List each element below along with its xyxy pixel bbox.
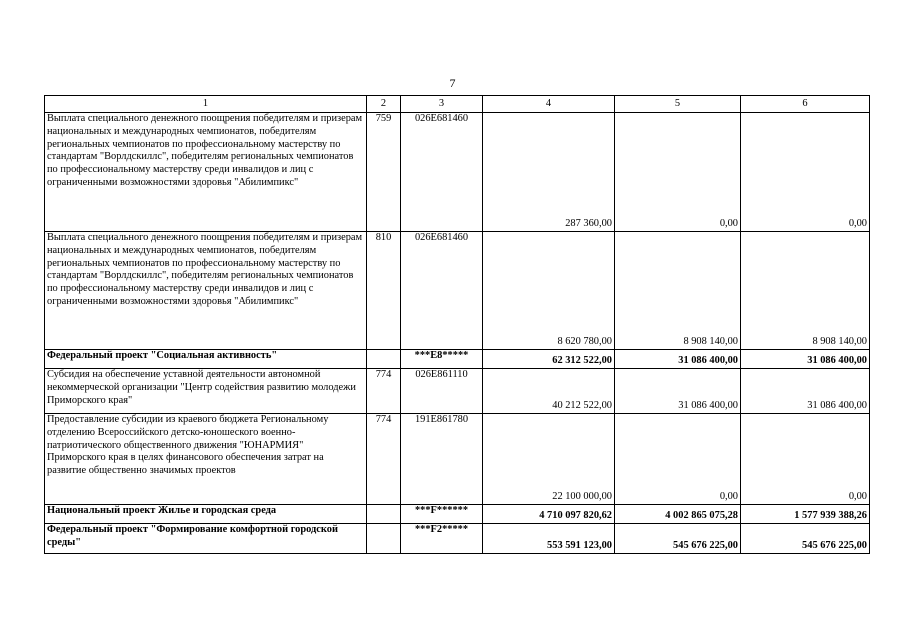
row-description: Федеральный проект "Формирование комфортной городской среды"	[45, 524, 367, 554]
row-description: Национальный проект Жилье и городская среда	[45, 505, 367, 524]
row-amount-col4: 8 620 780,00	[483, 232, 615, 350]
row-classifier: 191E861780	[401, 414, 483, 505]
table-row	[45, 414, 870, 505]
row-amount-col6: 31 086 400,00	[741, 350, 870, 369]
row-classifier: 026E681460	[401, 113, 483, 232]
row-amount-col4: 287 360,00	[483, 113, 615, 232]
column-header: 2	[367, 96, 401, 113]
row-amount-col6: 545 676 225,00	[741, 524, 870, 554]
page-number: 7	[449, 76, 456, 90]
row-classifier: 026E861110	[401, 369, 483, 414]
table-row	[45, 113, 870, 232]
row-code: 774	[367, 369, 401, 414]
row-amount-col4: 553 591 123,00	[483, 524, 615, 554]
table-row	[45, 369, 870, 414]
row-description: Субсидия на обеспечение уставной деятельности автономной некоммерческой организации "Центр содействия развитию молодежи Приморского края"	[45, 369, 367, 414]
row-amount-col4: 22 100 000,00	[483, 414, 615, 505]
column-header: 3	[401, 96, 483, 113]
column-header: 6	[741, 96, 870, 113]
row-classifier: ***F2*****	[401, 524, 483, 554]
row-description: Выплата специального денежного поощрения победителям и призерам национальных и международных чемпионатов, победителям региональных чемпионатов по профессиональному мастерству по стандартам "Ворлдскиллс", победителям региональных чемпионатов по профессиональному мастерству среди инвалидов и лиц с ограниченными возможностями здоровья "Абилимпикс"	[45, 113, 367, 232]
row-code: 774	[367, 414, 401, 505]
column-header: 5	[615, 96, 741, 113]
row-amount-col5: 545 676 225,00	[615, 524, 741, 554]
row-code: 759	[367, 113, 401, 232]
row-amount-col6: 8 908 140,00	[741, 232, 870, 350]
row-code	[367, 505, 401, 524]
row-amount-col5: 4 002 865 075,28	[615, 505, 741, 524]
row-amount-col5: 8 908 140,00	[615, 232, 741, 350]
row-amount-col6: 0,00	[741, 113, 870, 232]
row-amount-col5: 31 086 400,00	[615, 369, 741, 414]
row-code	[367, 524, 401, 554]
row-classifier: ***F******	[401, 505, 483, 524]
table-row-section	[45, 350, 870, 369]
row-amount-col6: 0,00	[741, 414, 870, 505]
row-amount-col6: 1 577 939 388,26	[741, 505, 870, 524]
budget-table	[44, 95, 870, 554]
row-amount-col4: 40 212 522,00	[483, 369, 615, 414]
column-header: 1	[45, 96, 367, 113]
row-amount-col5: 0,00	[615, 113, 741, 232]
table-row	[45, 232, 870, 350]
row-code: 810	[367, 232, 401, 350]
row-description: Выплата специального денежного поощрения победителям и призерам национальных и международных чемпионатов, победителям региональных чемпионатов по профессиональному мастерству по стандартам "Ворлдскиллс", победителям региональных чемпионатов по профессиональному мастерству среди инвалидов и лиц с ограниченными возможностями здоровья "Абилимпикс"	[45, 232, 367, 350]
table-row-section	[45, 505, 870, 524]
row-amount-col6: 31 086 400,00	[741, 369, 870, 414]
row-code	[367, 350, 401, 369]
row-amount-col5: 31 086 400,00	[615, 350, 741, 369]
table-header-row	[45, 96, 870, 113]
row-description: Предоставление субсидии из краевого бюджета Региональному отделению Всероссийского детско-юношеского военно-патриотического общественного движения "ЮНАРМИЯ" Приморского края в целях финансового обеспечения затрат на развитие общественно значимых проектов	[45, 414, 367, 505]
row-description: Федеральный проект "Социальная активность"	[45, 350, 367, 369]
row-classifier: ***E8*****	[401, 350, 483, 369]
column-header: 4	[483, 96, 615, 113]
row-amount-col4: 62 312 522,00	[483, 350, 615, 369]
table-row-section	[45, 524, 870, 554]
row-amount-col4: 4 710 097 820,62	[483, 505, 615, 524]
row-amount-col5: 0,00	[615, 414, 741, 505]
row-classifier: 026E681460	[401, 232, 483, 350]
